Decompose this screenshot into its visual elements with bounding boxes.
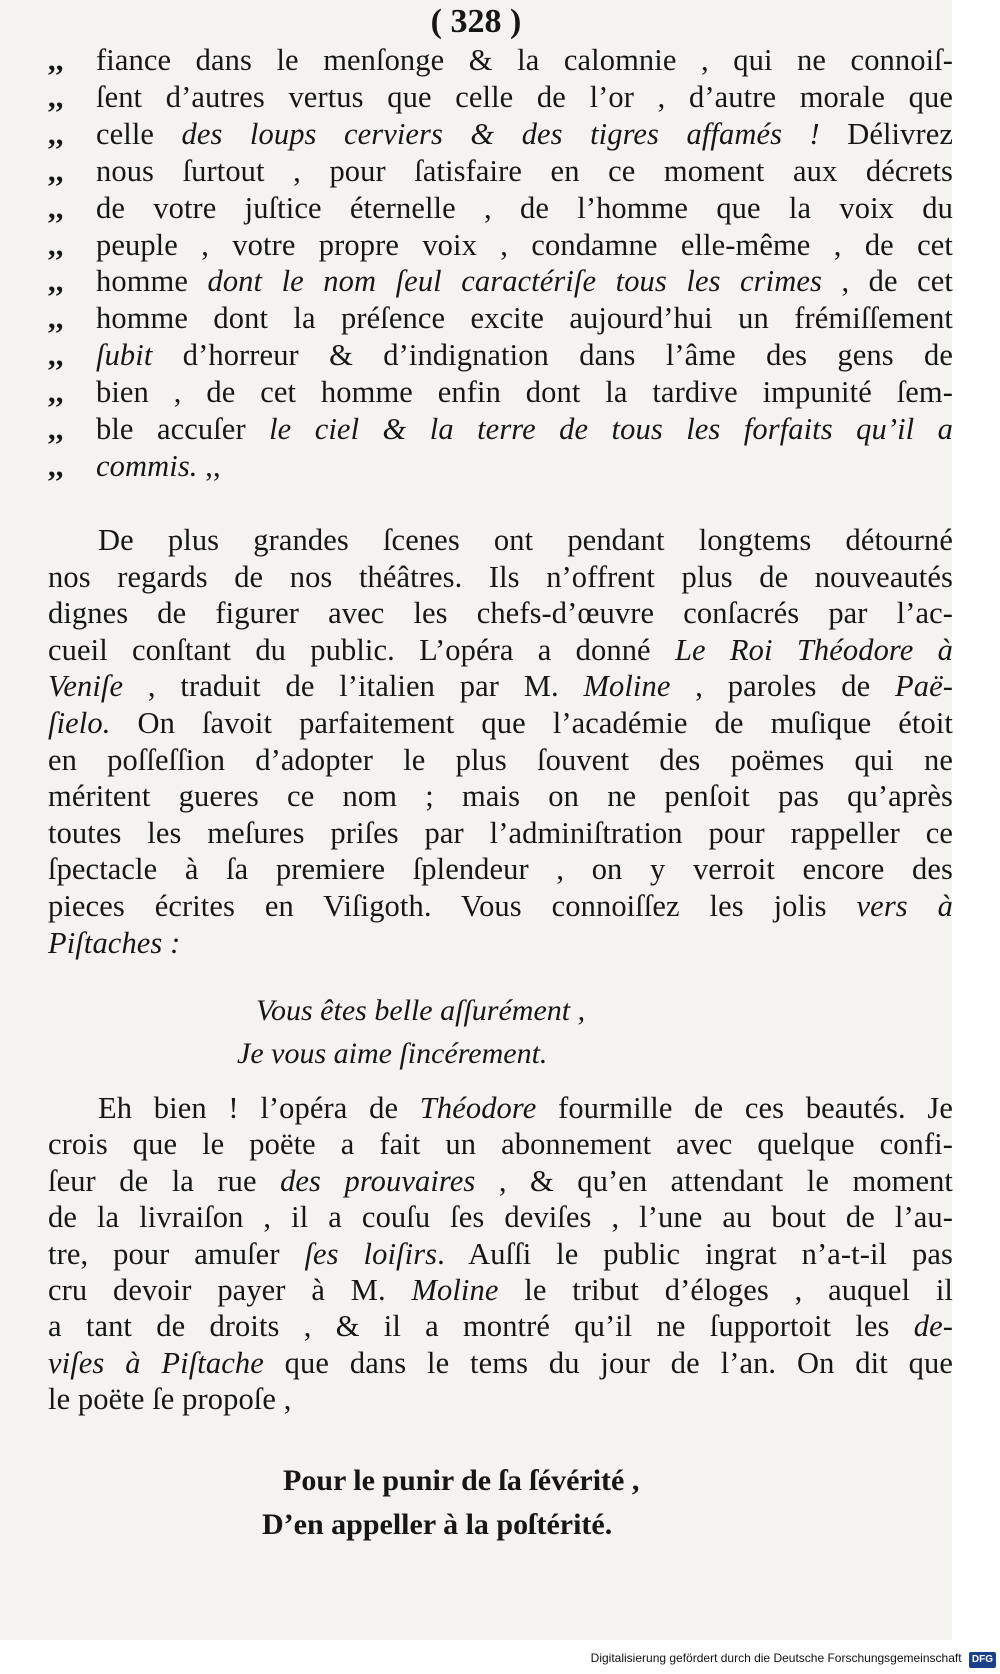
quote-line-text: bien , de cet homme enfin dont la tardive impunité ſem- [96, 375, 953, 410]
quote-line-text: ſubit d’horreur & d’indignation dans l’âme des gens de [96, 338, 953, 373]
quote-mark: ,, [48, 153, 64, 188]
quote-line [48, 374, 953, 411]
dfg-logo: DFG [969, 1652, 996, 1668]
digitization-credit [0, 1650, 996, 1668]
quote-line [48, 42, 953, 79]
paragraph-line: ſpectacle à ſa premiere ſplendeur , on y verroit encore des [48, 852, 953, 887]
quote-line-text: homme dont la préſence excite aujourd’hui un frémiſſement [96, 301, 953, 336]
quote-line-text: de votre juſtice éternelle , de l’homme que la voix du [96, 190, 953, 225]
quotation-block [48, 42, 953, 485]
quote-mark: ,, [48, 448, 64, 483]
paragraph-line: le poëte ſe propoſe , [48, 1382, 292, 1417]
paragraph-line: viſes à Piſtache que dans le tems du jour de l’an. On dit que [48, 1345, 953, 1380]
paragraph-line: cru devoir payer à M. Moline le tribut d’éloges , auquel il [48, 1273, 953, 1308]
paragraph-2 [48, 1090, 953, 1418]
paragraph-line: pieces écrites en Viſigoth. Vous connoiſſez les jolis vers à [48, 888, 953, 923]
quote-mark: ,, [48, 43, 64, 77]
quote-mark: ,, [48, 375, 64, 410]
quote-line-text: nous ſurtout , pour ſatisfaire en ce moment aux décrets [96, 153, 953, 188]
quote-mark: ,, [48, 301, 64, 336]
credit-text: Digitalisierung gefördert durch die Deutsche Forschungsgemeinschaft [590, 1651, 962, 1665]
quote-mark: ,, [48, 116, 64, 151]
quote-mark: ,, [48, 227, 64, 262]
paragraph-line: en poſſeſſion d’adopter le plus ſouvent des poëmes qui ne [48, 742, 953, 777]
paragraph-line: cueil conſtant du public. L’opéra a donné Le Roi Théodore à [48, 632, 953, 667]
verse-1-line-1: Vous êtes belle aſſurément , [256, 994, 586, 1027]
quote-line-text: ble accuſer le ciel & la terre de tous les forfaits qu’il a [96, 412, 953, 447]
quote-line [48, 337, 953, 374]
paragraph-line: nos regards de nos théâtres. Ils n’offrent plus de nouveautés [48, 559, 953, 594]
quote-line-text: celle des loups cerviers & des tigres affamés ! Délivrez [96, 116, 954, 151]
paragraph-line: Eh bien ! l’opéra de Théodore fourmille de ces beautés. Je [98, 1091, 953, 1125]
quote-mark: ,, [48, 79, 64, 114]
paragraph-line: toutes les meſures priſes par l’adminiſtration pour rappeller ce [48, 815, 953, 850]
paragraph-line: tre, pour amuſer ſes loiſirs. Auſſi le public ingrat n’a-t-il pas [48, 1236, 953, 1271]
quote-mark: ,, [48, 412, 64, 447]
verse-1-line-2: Je vous aime ſincérement. [237, 1037, 548, 1070]
paragraph-line: Veniſe , traduit de l’italien par M. Moline , paroles de Paë- [48, 669, 954, 704]
paragraph-line: dignes de figurer avec les chefs-d’œuvre conſacrés par l’ac- [48, 596, 953, 631]
quote-line [48, 190, 953, 227]
quote-line [48, 116, 953, 153]
quote-line-text: ſent d’autres vertus que celle de l’or , d’autre morale que [96, 79, 953, 114]
quote-line [48, 79, 953, 116]
quote-line-text: commis. ,, [96, 448, 221, 483]
quote-line [48, 300, 953, 337]
paragraph-line: crois que le poëte a fait un abonnement avec quelque confi- [48, 1127, 953, 1162]
paragraph-line: ſielo. On ſavoit parfaitement que l’académie de muſique étoit [48, 705, 953, 740]
paragraph-1 [48, 522, 953, 961]
paragraph-line: a tant de droits , & il a montré qu’il ne ſupportoit les de- [48, 1309, 953, 1344]
quote-line-text: fiance dans le menſonge & la calomnie , qui ne connoiſ- [96, 43, 953, 77]
paragraph-line: ſeur de la rue des prouvaires , & qu’en attendant le moment [48, 1163, 954, 1198]
quote-line [48, 227, 953, 264]
quote-line [48, 153, 953, 190]
verse-2-line-2: D’en appeller à la poſtérité. [262, 1508, 613, 1541]
quote-mark: ,, [48, 338, 64, 373]
paragraph-line: De plus grandes ſcenes ont pendant longtems détourné [98, 523, 953, 557]
quote-mark: ,, [48, 190, 64, 225]
page-number: ( 328 ) [430, 3, 522, 40]
quote-line-text: peuple , votre propre voix , condamne elle-même , de cet [96, 227, 953, 262]
quote-line [48, 411, 953, 448]
quote-mark: ,, [48, 264, 64, 299]
quote-line-text: homme dont le nom ſeul caractériſe tous les crimes , de cet [96, 264, 953, 299]
quote-line [48, 263, 953, 300]
paragraph-line: méritent gueres ce nom ; mais on ne penſoit pas qu’après [48, 779, 953, 814]
verse-2-line-1: Pour le punir de ſa ſévérité , [283, 1464, 640, 1497]
paragraph-line: Piſtaches : [48, 925, 181, 960]
quote-line [48, 448, 953, 485]
paragraph-line: de la livraiſon , il a couſu ſes deviſes , l’une au bout de l’au- [48, 1200, 953, 1235]
